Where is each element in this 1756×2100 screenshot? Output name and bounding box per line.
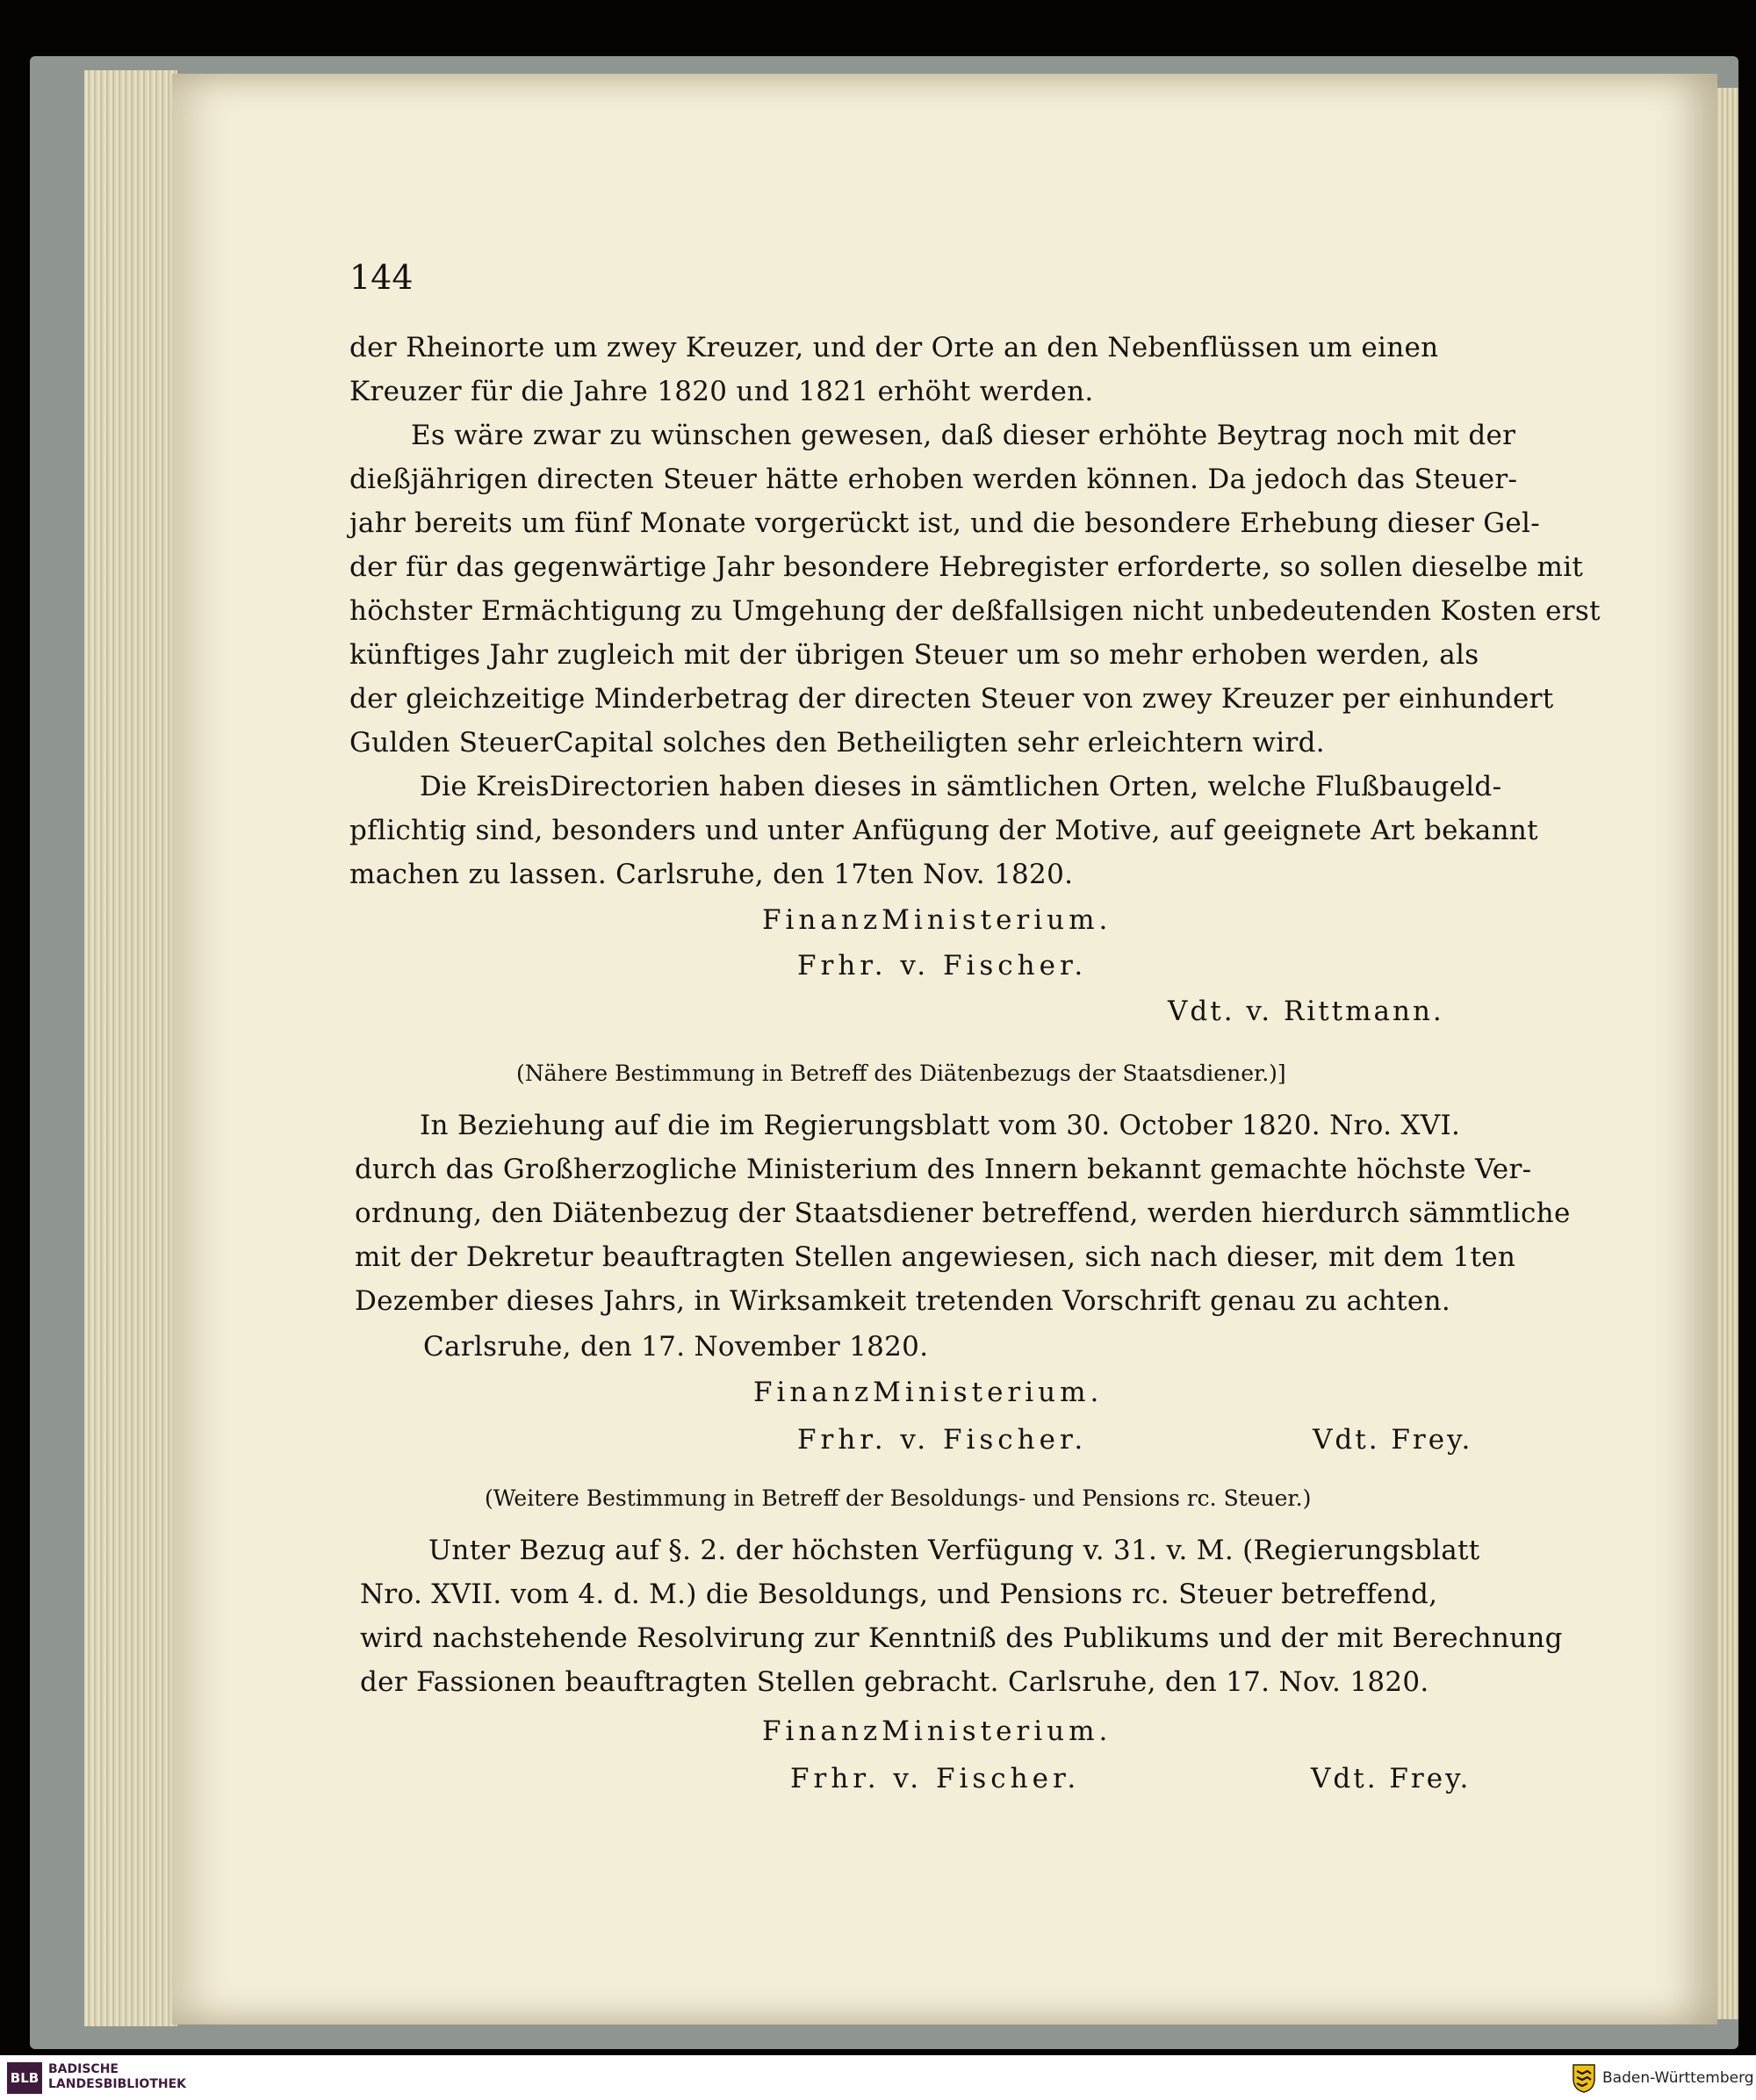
text-line: durch das Großherzogliche Ministerium des Innern bekannt gemachte höchste Ver-: [355, 1154, 1532, 1185]
signer-name: Frhr. v. Fischer.: [790, 1763, 1081, 1794]
state-label[interactable]: Baden-Württemberg: [1602, 2069, 1754, 2087]
text-line: der Rheinorte um zwey Kreuzer, und der Orte an den Nebenflüssen um einen: [349, 332, 1439, 363]
text-line: ordnung, den Diätenbezug der Staatsdiener betreffend, werden hierdurch sämmtliche: [355, 1197, 1571, 1229]
text-line: In Beziehung auf die im Regierungsblatt vom 30. October 1820. Nro. XVI.: [420, 1110, 1461, 1141]
library-name-line1: BADISCHE: [48, 2062, 119, 2076]
vidit-name: Vdt. Frey.: [1311, 1763, 1472, 1794]
text-line: Es wäre zwar zu wünschen gewesen, daß dieser erhöhte Beytrag noch mit der: [411, 420, 1516, 451]
text-line: pflichtig sind, besonders und unter Anfügung der Motive, auf geeignete Art bekannt: [349, 815, 1538, 846]
text-line: Kreuzer für die Jahre 1820 und 1821 erhöht werden.: [349, 376, 1094, 407]
text-line: Die KreisDirectorien haben dieses in sämtlichen Orten, welche Flußbaugeld-: [420, 771, 1502, 802]
ministry-signature: FinanzMinisterium.: [762, 904, 1112, 936]
text-line: mit der Dekretur beauftragten Stellen angewiesen, sich nach dieser, mit dem 1ten: [355, 1241, 1516, 1273]
text-line: künftiges Jahr zugleich mit der übrigen Steuer um so mehr erhoben werden, als: [349, 639, 1479, 671]
text-line: der gleichzeitige Minderbetrag der directen Steuer von zwey Kreuzer per einhundert: [349, 683, 1554, 715]
page-stack-edge: [84, 70, 177, 2026]
section-heading: (Weitere Bestimmung in Betreff der Besoldungs- und Pensions rc. Steuer.): [485, 1485, 1312, 1511]
text-line: Unter Bezug auf §. 2. der höchsten Verfügung v. 31. v. M. (Regierungsblatt: [428, 1535, 1480, 1566]
ministry-signature: FinanzMinisterium.: [762, 1715, 1112, 1747]
text-line: Gulden SteuerCapital solches den Betheiligten sehr erleichtern wird.: [349, 727, 1325, 759]
ministry-signature: FinanzMinisterium.: [753, 1377, 1104, 1408]
library-name-line2: LANDESBIBLIOTHEK: [48, 2077, 187, 2091]
text-line: dießjährigen directen Steuer hätte erhoben werden können. Da jedoch das Steuer-: [349, 464, 1518, 495]
bw-crest-icon: [1572, 2063, 1596, 2093]
text-line: machen zu lassen. Carlsruhe, den 17ten Nov. 1820.: [349, 859, 1074, 890]
text-line: höchster Ermächtigung zu Umgehung der deßfallsigen nicht unbedeutenden Kosten erst: [349, 595, 1601, 627]
text-line: der Fassionen beauftragten Stellen gebracht. Carlsruhe, den 17. Nov. 1820.: [360, 1666, 1429, 1698]
viewer-footer: [0, 2055, 1756, 2100]
library-name: [48, 2062, 186, 2092]
signer-name: Frhr. v. Fischer.: [797, 1424, 1088, 1456]
text-line: Dezember dieses Jahrs, in Wirksamkeit tretenden Vorschrift genau zu achten.: [355, 1285, 1450, 1317]
blb-logo[interactable]: BLB: [7, 2062, 42, 2094]
section-heading: (Nähere Bestimmung in Betreff des Diätenbezugs der Staatsdiener.)]: [516, 1061, 1286, 1086]
signer-name: Frhr. v. Fischer.: [797, 950, 1088, 982]
vidit-name: Vdt. v. Rittmann.: [1168, 996, 1444, 1027]
date-line: Carlsruhe, den 17. November 1820.: [423, 1331, 929, 1363]
text-line: der für das gegenwärtige Jahr besondere Hebregister erforderte, so sollen dieselbe mit: [349, 551, 1584, 583]
text-line: wird nachstehende Resolvirung zur Kenntniß des Publikums und der mit Berechnung: [360, 1622, 1563, 1654]
text-line: jahr bereits um fünf Monate vorgerückt ist, und die besondere Erhebung dieser Gel-: [349, 507, 1540, 539]
page-number: 144: [349, 258, 414, 297]
text-line: Nro. XVII. vom 4. d. M.) die Besoldungs, und Pensions rc. Steuer betreffend,: [360, 1579, 1438, 1610]
vidit-name: Vdt. Frey.: [1313, 1424, 1473, 1456]
